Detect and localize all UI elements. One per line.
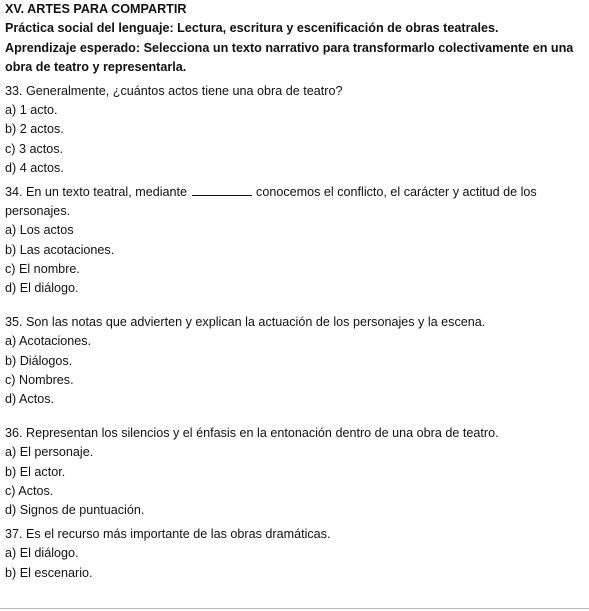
question-36 [5,424,585,521]
question-37 [5,525,585,583]
social-practice-text: Práctica social del lenguaje: Lectura, escritura y escenificación de obras teatrales. [5,21,499,36]
spacer [5,299,585,313]
option-a: a) El personaje. [5,445,94,460]
stem-before-blank: 34. En un texto teatral, mediante [5,184,188,199]
question-stem: 33. Generalmente, ¿cuántos actos tiene una obra de teatro? [5,83,343,98]
option-a: a) Acotaciones. [5,334,92,349]
option-a: a) 1 acto. [5,102,58,117]
option-c: c) 3 actos. [5,141,64,156]
option-d: d) Actos. [5,392,54,407]
option-b: b) El escenario. [5,565,93,580]
question-35 [5,313,585,410]
expected-learning-line-1: Aprendizaje esperado: Selecciona un texto narrativo para transformarlo colectivamente en una [5,40,574,55]
option-c: c) Nombres. [5,373,74,388]
expected-learning-line-2: obra de teatro y representarla. [5,60,187,75]
option-b: b) El actor. [5,464,66,479]
option-b: b) Las acotaciones. [5,242,115,257]
question-33 [5,82,585,179]
option-a: a) Los actos [5,223,74,238]
question-stem-continued: personajes. [5,203,71,218]
option-d: d) 4 actos. [5,161,64,176]
option-b: b) 2 actos. [5,122,64,137]
section-title: XV. ARTES PARA COMPARTIR [5,2,187,16]
question-34 [5,183,585,299]
question-stem [5,183,585,202]
option-c: c) Actos. [5,483,54,498]
fill-in-blank [192,184,252,196]
option-a: a) El diálogo. [5,546,79,561]
stem-after-blank: conocemos el conflicto, el carácter y actitud de los [256,184,537,199]
option-d: d) Signos de puntuación. [5,503,145,518]
option-c: c) El nombre. [5,262,80,277]
spacer [5,410,585,424]
option-d: d) El diálogo. [5,281,79,296]
option-b: b) Diálogos. [5,353,73,368]
document-page [5,0,585,583]
question-stem: 36. Representan los silencios y el énfasis en la entonación dentro de una obra de teatro. [5,425,499,440]
bottom-divider [0,608,589,609]
question-stem: 35. Son las notas que advierten y explican la actuación de los personajes y la escena. [5,314,486,329]
question-stem: 37. Es el recurso más importante de las obras dramáticas. [5,526,331,541]
